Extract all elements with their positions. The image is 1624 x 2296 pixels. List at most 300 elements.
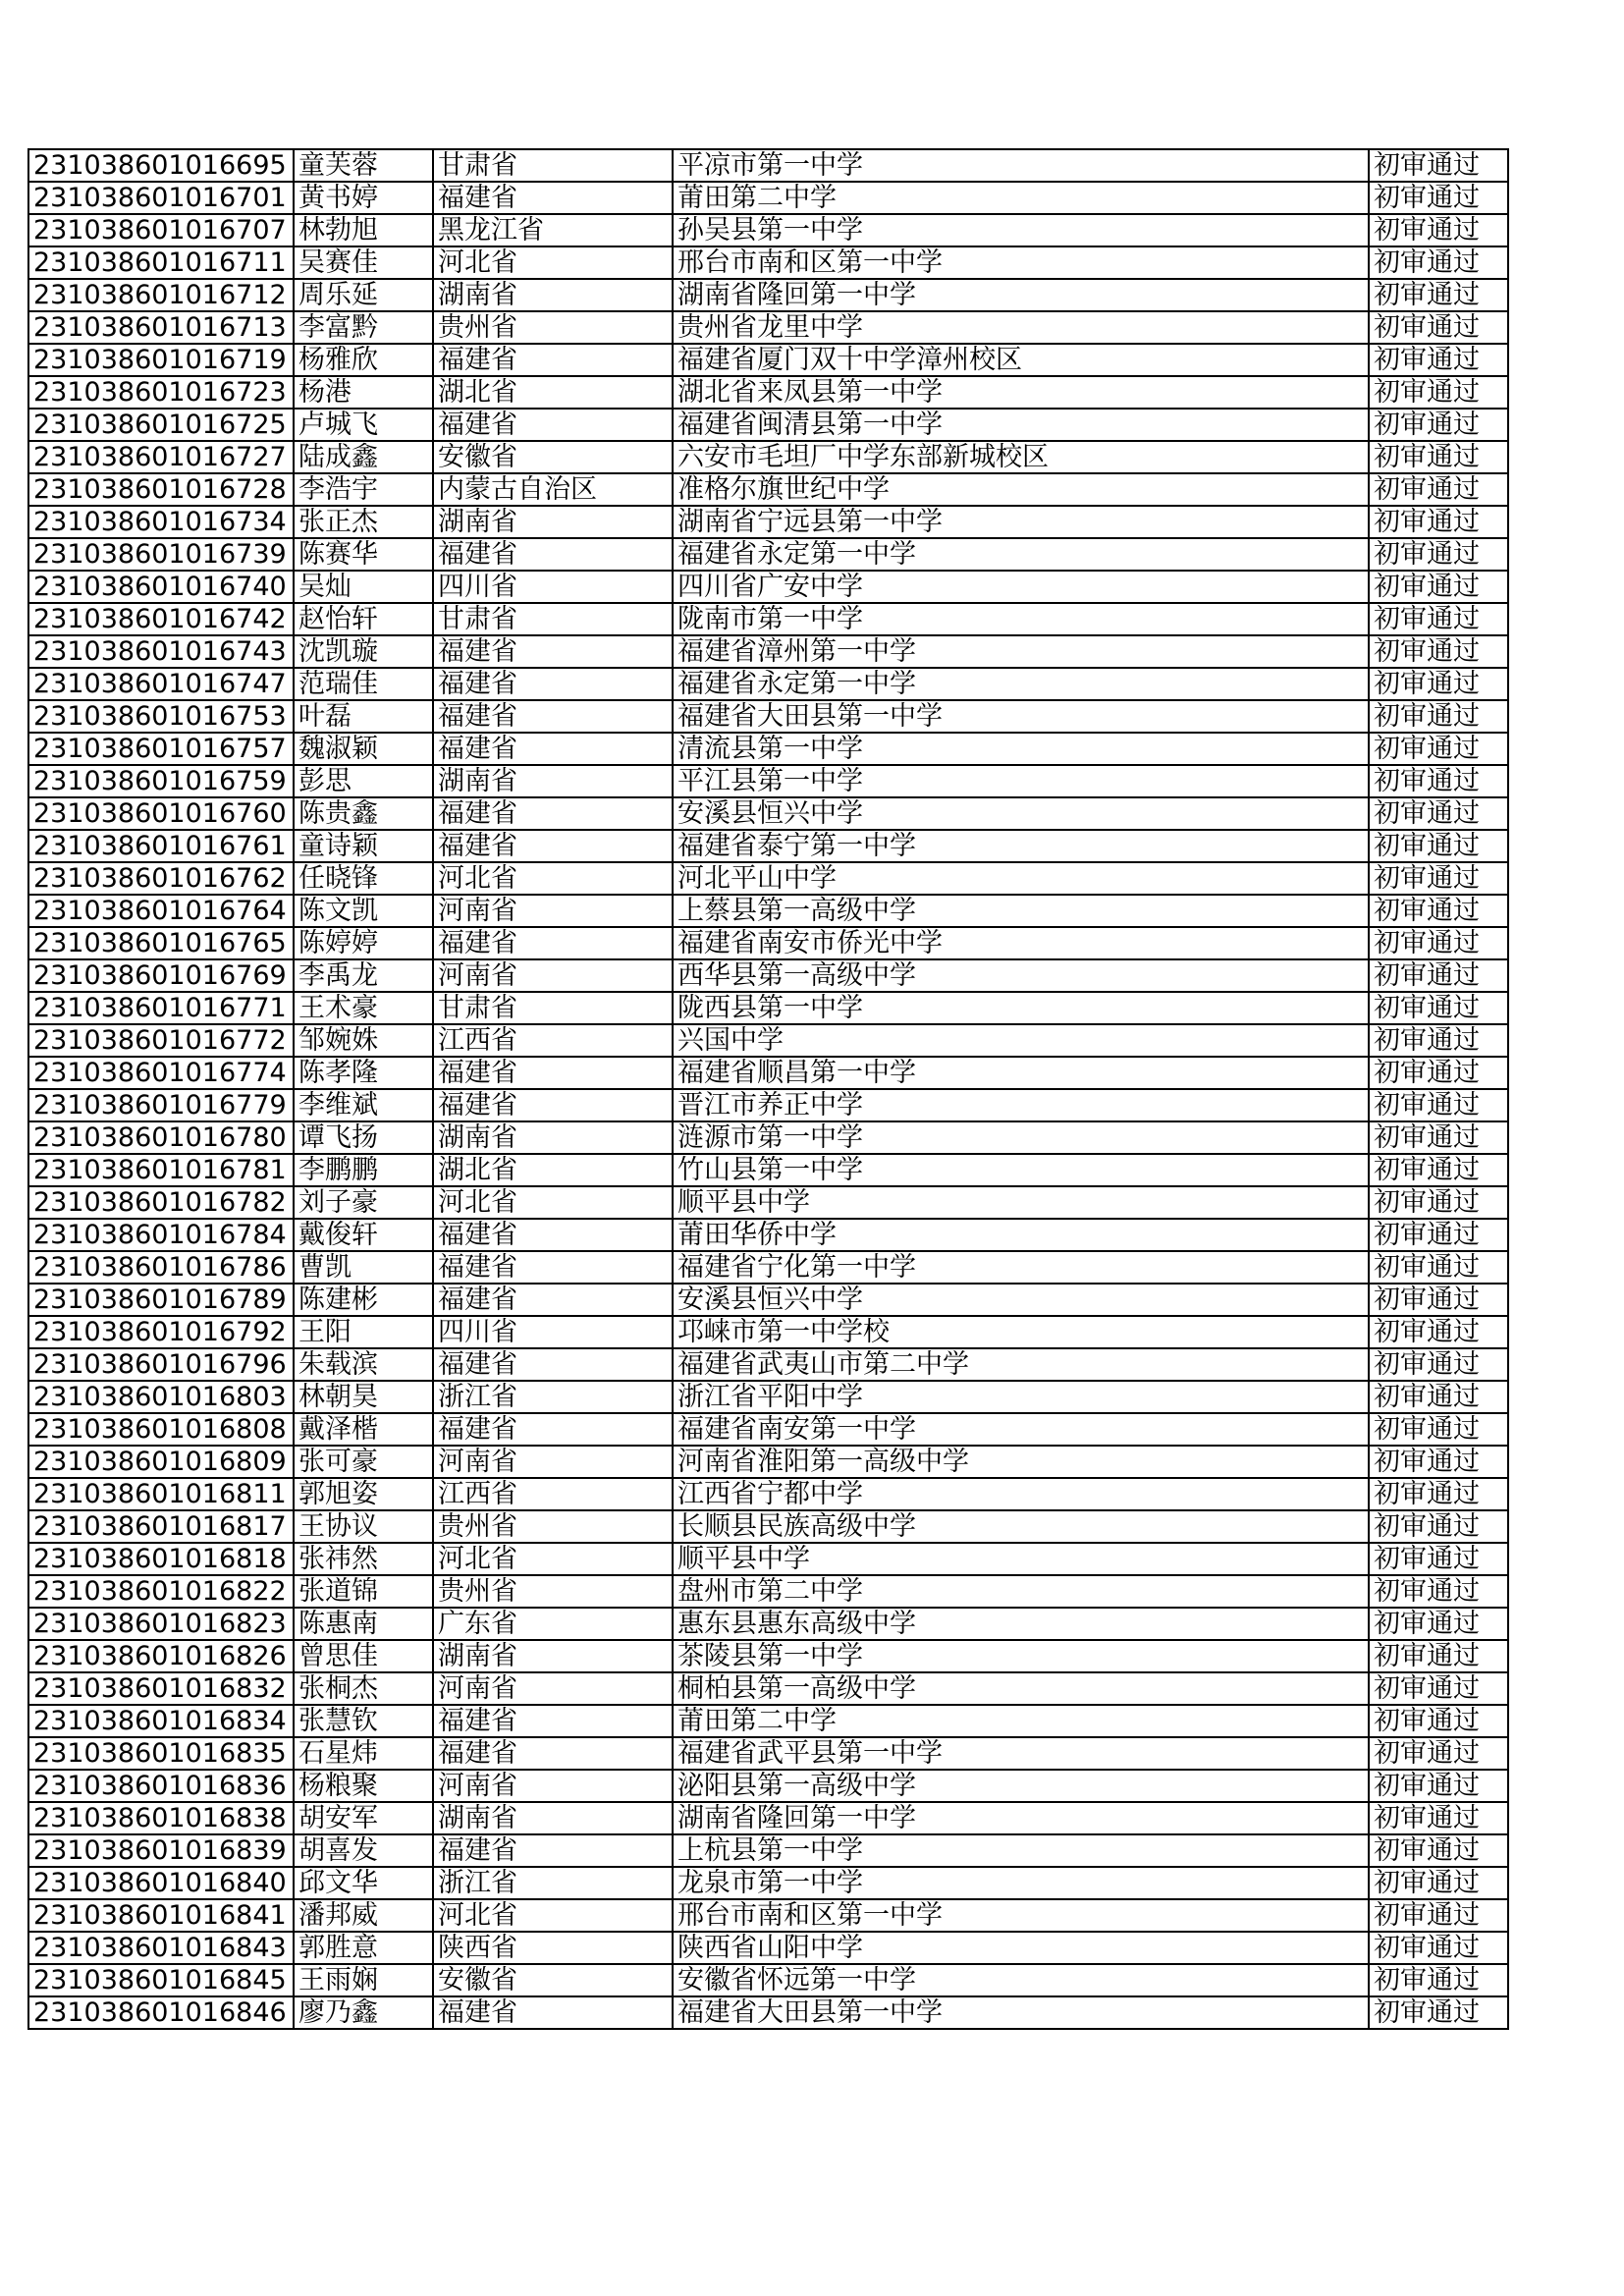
school-cell: 莆田第二中学: [673, 182, 1369, 214]
status-cell: 初审通过: [1369, 1543, 1508, 1575]
exam-id-cell: 231038601016781: [28, 1154, 294, 1186]
status-cell: 初审通过: [1369, 1705, 1508, 1737]
school-cell: 安溪县恒兴中学: [673, 797, 1369, 830]
province-cell: 湖南省: [433, 1640, 673, 1672]
school-cell: 六安市毛坦厂中学东部新城校区: [673, 441, 1369, 473]
name-cell: 张祎然: [294, 1543, 433, 1575]
table-row: [28, 797, 1508, 830]
status-cell: 初审通过: [1369, 1284, 1508, 1316]
name-cell: 杨粮聚: [294, 1770, 433, 1802]
status-cell: 初审通过: [1369, 1996, 1508, 2029]
school-cell: 福建省宁化第一中学: [673, 1251, 1369, 1284]
name-cell: 林朝昊: [294, 1381, 433, 1413]
province-cell: 贵州省: [433, 311, 673, 344]
name-cell: 周乐延: [294, 279, 433, 311]
applicant-table: [27, 148, 1509, 2030]
name-cell: 戴泽楷: [294, 1413, 433, 1446]
school-cell: 福建省永定第一中学: [673, 538, 1369, 571]
school-cell: 邢台市南和区第一中学: [673, 1899, 1369, 1932]
province-cell: 浙江省: [433, 1867, 673, 1899]
school-cell: 西华县第一高级中学: [673, 959, 1369, 992]
school-cell: 龙泉市第一中学: [673, 1867, 1369, 1899]
name-cell: 杨雅欣: [294, 344, 433, 376]
status-cell: 初审通过: [1369, 1640, 1508, 1672]
name-cell: 石星炜: [294, 1737, 433, 1770]
exam-id-cell: 231038601016739: [28, 538, 294, 571]
province-cell: 江西省: [433, 1478, 673, 1510]
school-cell: 准格尔旗世纪中学: [673, 473, 1369, 506]
exam-id-cell: 231038601016835: [28, 1737, 294, 1770]
status-cell: 初审通过: [1369, 571, 1508, 603]
province-cell: 广东省: [433, 1608, 673, 1640]
province-cell: 福建省: [433, 797, 673, 830]
status-cell: 初审通过: [1369, 311, 1508, 344]
table-row: [28, 571, 1508, 603]
exam-id-cell: 231038601016792: [28, 1316, 294, 1348]
name-cell: 张道锦: [294, 1575, 433, 1608]
table-row: [28, 700, 1508, 733]
school-cell: 泌阳县第一高级中学: [673, 1770, 1369, 1802]
exam-id-cell: 231038601016695: [28, 149, 294, 182]
province-cell: 河南省: [433, 1770, 673, 1802]
name-cell: 廖乃鑫: [294, 1996, 433, 2029]
exam-id-cell: 231038601016779: [28, 1089, 294, 1121]
province-cell: 湖北省: [433, 1154, 673, 1186]
name-cell: 郭旭姿: [294, 1478, 433, 1510]
school-cell: 上杭县第一中学: [673, 1834, 1369, 1867]
name-cell: 陈贵鑫: [294, 797, 433, 830]
school-cell: 陇西县第一中学: [673, 992, 1369, 1024]
exam-id-cell: 231038601016803: [28, 1381, 294, 1413]
name-cell: 林勃旭: [294, 214, 433, 246]
school-cell: 福建省武平县第一中学: [673, 1737, 1369, 1770]
province-cell: 四川省: [433, 571, 673, 603]
school-cell: 湖南省隆回第一中学: [673, 279, 1369, 311]
province-cell: 福建省: [433, 1996, 673, 2029]
name-cell: 刘子豪: [294, 1186, 433, 1219]
province-cell: 福建省: [433, 1057, 673, 1089]
table-row: [28, 1121, 1508, 1154]
table-row: [28, 1251, 1508, 1284]
table-row: [28, 311, 1508, 344]
status-cell: 初审通过: [1369, 603, 1508, 635]
status-cell: 初审通过: [1369, 830, 1508, 862]
name-cell: 曾思佳: [294, 1640, 433, 1672]
table-row: [28, 441, 1508, 473]
school-cell: 顺平县中学: [673, 1543, 1369, 1575]
table-row: [28, 1996, 1508, 2029]
table-row: [28, 1834, 1508, 1867]
name-cell: 陈赛华: [294, 538, 433, 571]
table-row: [28, 992, 1508, 1024]
exam-id-cell: 231038601016772: [28, 1024, 294, 1057]
school-cell: 陕西省山阳中学: [673, 1932, 1369, 1964]
exam-id-cell: 231038601016723: [28, 376, 294, 409]
status-cell: 初审通过: [1369, 992, 1508, 1024]
table-row: [28, 1543, 1508, 1575]
name-cell: 邱文华: [294, 1867, 433, 1899]
province-cell: 湖南省: [433, 765, 673, 797]
exam-id-cell: 231038601016725: [28, 409, 294, 441]
status-cell: 初审通过: [1369, 1381, 1508, 1413]
province-cell: 贵州省: [433, 1575, 673, 1608]
table-row: [28, 1446, 1508, 1478]
school-cell: 平江县第一中学: [673, 765, 1369, 797]
status-cell: 初审通过: [1369, 246, 1508, 279]
table-row: [28, 279, 1508, 311]
school-cell: 福建省漳州第一中学: [673, 635, 1369, 668]
status-cell: 初审通过: [1369, 1478, 1508, 1510]
school-cell: 福建省厦门双十中学漳州校区: [673, 344, 1369, 376]
table-row: [28, 1478, 1508, 1510]
province-cell: 河北省: [433, 1543, 673, 1575]
table-row: [28, 1219, 1508, 1251]
table-row: [28, 1867, 1508, 1899]
province-cell: 甘肃省: [433, 603, 673, 635]
exam-id-cell: 231038601016728: [28, 473, 294, 506]
exam-id-cell: 231038601016817: [28, 1510, 294, 1543]
province-cell: 河北省: [433, 1899, 673, 1932]
school-cell: 邢台市南和区第一中学: [673, 246, 1369, 279]
province-cell: 河北省: [433, 862, 673, 895]
status-cell: 初审通过: [1369, 214, 1508, 246]
status-cell: 初审通过: [1369, 1867, 1508, 1899]
table-row: [28, 1899, 1508, 1932]
table-row: [28, 1802, 1508, 1834]
table-row: [28, 376, 1508, 409]
name-cell: 任晓锋: [294, 862, 433, 895]
school-cell: 上蔡县第一高级中学: [673, 895, 1369, 927]
school-cell: 陇南市第一中学: [673, 603, 1369, 635]
table-row: [28, 1575, 1508, 1608]
name-cell: 赵怡轩: [294, 603, 433, 635]
province-cell: 四川省: [433, 1316, 673, 1348]
status-cell: 初审通过: [1369, 279, 1508, 311]
table-row: [28, 538, 1508, 571]
status-cell: 初审通过: [1369, 1413, 1508, 1446]
school-cell: 惠东县惠东高级中学: [673, 1608, 1369, 1640]
name-cell: 郭胜意: [294, 1932, 433, 1964]
exam-id-cell: 231038601016764: [28, 895, 294, 927]
name-cell: 童芙蓉: [294, 149, 433, 182]
table-row: [28, 927, 1508, 959]
school-cell: 福建省顺昌第一中学: [673, 1057, 1369, 1089]
status-cell: 初审通过: [1369, 538, 1508, 571]
name-cell: 胡安军: [294, 1802, 433, 1834]
status-cell: 初审通过: [1369, 1057, 1508, 1089]
exam-id-cell: 231038601016747: [28, 668, 294, 700]
name-cell: 范瑞佳: [294, 668, 433, 700]
table-row: [28, 182, 1508, 214]
school-cell: 河南省淮阳第一高级中学: [673, 1446, 1369, 1478]
table-row: [28, 1284, 1508, 1316]
name-cell: 张慧钦: [294, 1705, 433, 1737]
table-row: [28, 1510, 1508, 1543]
status-cell: 初审通过: [1369, 668, 1508, 700]
school-cell: 顺平县中学: [673, 1186, 1369, 1219]
province-cell: 福建省: [433, 1834, 673, 1867]
school-cell: 福建省闽清县第一中学: [673, 409, 1369, 441]
province-cell: 甘肃省: [433, 149, 673, 182]
status-cell: 初审通过: [1369, 376, 1508, 409]
table-row: [28, 862, 1508, 895]
exam-id-cell: 231038601016727: [28, 441, 294, 473]
status-cell: 初审通过: [1369, 441, 1508, 473]
province-cell: 内蒙古自治区: [433, 473, 673, 506]
name-cell: 陈孝隆: [294, 1057, 433, 1089]
exam-id-cell: 231038601016839: [28, 1834, 294, 1867]
province-cell: 福建省: [433, 830, 673, 862]
status-cell: 初审通过: [1369, 1348, 1508, 1381]
name-cell: 王术豪: [294, 992, 433, 1024]
school-cell: 湖南省宁远县第一中学: [673, 506, 1369, 538]
table-row: [28, 1640, 1508, 1672]
province-cell: 湖北省: [433, 376, 673, 409]
province-cell: 福建省: [433, 1251, 673, 1284]
table-row: [28, 1770, 1508, 1802]
exam-id-cell: 231038601016811: [28, 1478, 294, 1510]
exam-id-cell: 231038601016774: [28, 1057, 294, 1089]
exam-id-cell: 231038601016832: [28, 1672, 294, 1705]
name-cell: 李富黔: [294, 311, 433, 344]
name-cell: 陈文凯: [294, 895, 433, 927]
applicant-table-body: [28, 149, 1508, 2029]
table-row: [28, 1964, 1508, 1996]
province-cell: 河南省: [433, 959, 673, 992]
status-cell: 初审通过: [1369, 1964, 1508, 1996]
name-cell: 王阳: [294, 1316, 433, 1348]
table-row: [28, 1186, 1508, 1219]
name-cell: 吴赛佳: [294, 246, 433, 279]
exam-id-cell: 231038601016845: [28, 1964, 294, 1996]
status-cell: 初审通过: [1369, 149, 1508, 182]
exam-id-cell: 231038601016759: [28, 765, 294, 797]
province-cell: 湖南省: [433, 279, 673, 311]
status-cell: 初审通过: [1369, 1575, 1508, 1608]
name-cell: 潘邦威: [294, 1899, 433, 1932]
province-cell: 江西省: [433, 1024, 673, 1057]
province-cell: 河南省: [433, 1672, 673, 1705]
status-cell: 初审通过: [1369, 1089, 1508, 1121]
province-cell: 福建省: [433, 1089, 673, 1121]
exam-id-cell: 231038601016757: [28, 733, 294, 765]
exam-id-cell: 231038601016786: [28, 1251, 294, 1284]
name-cell: 王协议: [294, 1510, 433, 1543]
exam-id-cell: 231038601016823: [28, 1608, 294, 1640]
exam-id-cell: 231038601016846: [28, 1996, 294, 2029]
school-cell: 福建省南安第一中学: [673, 1413, 1369, 1446]
table-row: [28, 214, 1508, 246]
status-cell: 初审通过: [1369, 1932, 1508, 1964]
exam-id-cell: 231038601016712: [28, 279, 294, 311]
name-cell: 胡喜发: [294, 1834, 433, 1867]
status-cell: 初审通过: [1369, 1186, 1508, 1219]
school-cell: 清流县第一中学: [673, 733, 1369, 765]
school-cell: 贵州省龙里中学: [673, 311, 1369, 344]
status-cell: 初审通过: [1369, 1154, 1508, 1186]
table-row: [28, 895, 1508, 927]
province-cell: 黑龙江省: [433, 214, 673, 246]
province-cell: 贵州省: [433, 1510, 673, 1543]
name-cell: 叶磊: [294, 700, 433, 733]
table-row: [28, 246, 1508, 279]
exam-id-cell: 231038601016742: [28, 603, 294, 635]
province-cell: 福建省: [433, 668, 673, 700]
school-cell: 福建省永定第一中学: [673, 668, 1369, 700]
status-cell: 初审通过: [1369, 927, 1508, 959]
province-cell: 福建省: [433, 1413, 673, 1446]
exam-id-cell: 231038601016769: [28, 959, 294, 992]
school-cell: 湖北省来凤县第一中学: [673, 376, 1369, 409]
status-cell: 初审通过: [1369, 733, 1508, 765]
table-row: [28, 1737, 1508, 1770]
status-cell: 初审通过: [1369, 765, 1508, 797]
status-cell: 初审通过: [1369, 1770, 1508, 1802]
exam-id-cell: 231038601016784: [28, 1219, 294, 1251]
name-cell: 魏淑颖: [294, 733, 433, 765]
status-cell: 初审通过: [1369, 1737, 1508, 1770]
exam-id-cell: 231038601016836: [28, 1770, 294, 1802]
table-row: [28, 959, 1508, 992]
exam-id-cell: 231038601016841: [28, 1899, 294, 1932]
province-cell: 安徽省: [433, 1964, 673, 1996]
school-cell: 孙吴县第一中学: [673, 214, 1369, 246]
province-cell: 福建省: [433, 635, 673, 668]
status-cell: 初审通过: [1369, 344, 1508, 376]
name-cell: 陆成鑫: [294, 441, 433, 473]
province-cell: 河北省: [433, 246, 673, 279]
status-cell: 初审通过: [1369, 1446, 1508, 1478]
province-cell: 福建省: [433, 927, 673, 959]
exam-id-cell: 231038601016734: [28, 506, 294, 538]
table-row: [28, 1348, 1508, 1381]
name-cell: 王雨娴: [294, 1964, 433, 1996]
name-cell: 李维斌: [294, 1089, 433, 1121]
table-row: [28, 765, 1508, 797]
table-row: [28, 733, 1508, 765]
name-cell: 陈惠南: [294, 1608, 433, 1640]
table-row: [28, 506, 1508, 538]
table-row: [28, 603, 1508, 635]
school-cell: 盘州市第二中学: [673, 1575, 1369, 1608]
name-cell: 黄书婷: [294, 182, 433, 214]
exam-id-cell: 231038601016771: [28, 992, 294, 1024]
table-row: [28, 1381, 1508, 1413]
status-cell: 初审通过: [1369, 635, 1508, 668]
status-cell: 初审通过: [1369, 700, 1508, 733]
school-cell: 晋江市养正中学: [673, 1089, 1369, 1121]
exam-id-cell: 231038601016782: [28, 1186, 294, 1219]
exam-id-cell: 231038601016808: [28, 1413, 294, 1446]
province-cell: 福建省: [433, 1737, 673, 1770]
school-cell: 兴国中学: [673, 1024, 1369, 1057]
status-cell: 初审通过: [1369, 506, 1508, 538]
school-cell: 浙江省平阳中学: [673, 1381, 1369, 1413]
school-cell: 湖南省隆回第一中学: [673, 1802, 1369, 1834]
exam-id-cell: 231038601016765: [28, 927, 294, 959]
name-cell: 陈建彬: [294, 1284, 433, 1316]
name-cell: 杨港: [294, 376, 433, 409]
school-cell: 河北平山中学: [673, 862, 1369, 895]
school-cell: 涟源市第一中学: [673, 1121, 1369, 1154]
table-row: [28, 668, 1508, 700]
province-cell: 福建省: [433, 1219, 673, 1251]
school-cell: 福建省南安市侨光中学: [673, 927, 1369, 959]
province-cell: 湖南省: [433, 1121, 673, 1154]
table-row: [28, 1413, 1508, 1446]
table-row: [28, 1154, 1508, 1186]
exam-id-cell: 231038601016711: [28, 246, 294, 279]
province-cell: 湖南省: [433, 506, 673, 538]
exam-id-cell: 231038601016796: [28, 1348, 294, 1381]
status-cell: 初审通过: [1369, 959, 1508, 992]
name-cell: 谭飞扬: [294, 1121, 433, 1154]
school-cell: 桐柏县第一高级中学: [673, 1672, 1369, 1705]
province-cell: 浙江省: [433, 1381, 673, 1413]
school-cell: 竹山县第一中学: [673, 1154, 1369, 1186]
status-cell: 初审通过: [1369, 1316, 1508, 1348]
table-row: [28, 830, 1508, 862]
table-row: [28, 635, 1508, 668]
table-row: [28, 1705, 1508, 1737]
table-row: [28, 1672, 1508, 1705]
name-cell: 张正杰: [294, 506, 433, 538]
exam-id-cell: 231038601016843: [28, 1932, 294, 1964]
province-cell: 河北省: [433, 1186, 673, 1219]
province-cell: 福建省: [433, 1284, 673, 1316]
table-row: [28, 149, 1508, 182]
name-cell: 吴灿: [294, 571, 433, 603]
province-cell: 福建省: [433, 409, 673, 441]
status-cell: 初审通过: [1369, 1899, 1508, 1932]
exam-id-cell: 231038601016789: [28, 1284, 294, 1316]
school-cell: 福建省武夷山市第二中学: [673, 1348, 1369, 1381]
exam-id-cell: 231038601016753: [28, 700, 294, 733]
exam-id-cell: 231038601016809: [28, 1446, 294, 1478]
table-row: [28, 1089, 1508, 1121]
province-cell: 河南省: [433, 1446, 673, 1478]
name-cell: 李禹龙: [294, 959, 433, 992]
province-cell: 湖南省: [433, 1802, 673, 1834]
exam-id-cell: 231038601016707: [28, 214, 294, 246]
province-cell: 福建省: [433, 182, 673, 214]
school-cell: 平凉市第一中学: [673, 149, 1369, 182]
name-cell: 邹婉姝: [294, 1024, 433, 1057]
name-cell: 李浩宇: [294, 473, 433, 506]
name-cell: 张桐杰: [294, 1672, 433, 1705]
exam-id-cell: 231038601016840: [28, 1867, 294, 1899]
status-cell: 初审通过: [1369, 895, 1508, 927]
exam-id-cell: 231038601016760: [28, 797, 294, 830]
school-cell: 福建省大田县第一中学: [673, 700, 1369, 733]
table-row: [28, 1316, 1508, 1348]
status-cell: 初审通过: [1369, 1219, 1508, 1251]
name-cell: 沈凯璇: [294, 635, 433, 668]
table-row: [28, 409, 1508, 441]
status-cell: 初审通过: [1369, 182, 1508, 214]
school-cell: 福建省泰宁第一中学: [673, 830, 1369, 862]
status-cell: 初审通过: [1369, 1251, 1508, 1284]
status-cell: 初审通过: [1369, 1672, 1508, 1705]
exam-id-cell: 231038601016743: [28, 635, 294, 668]
table-row: [28, 1932, 1508, 1964]
name-cell: 曹凯: [294, 1251, 433, 1284]
exam-id-cell: 231038601016719: [28, 344, 294, 376]
table-row: [28, 344, 1508, 376]
exam-id-cell: 231038601016818: [28, 1543, 294, 1575]
province-cell: 福建省: [433, 1348, 673, 1381]
province-cell: 福建省: [433, 733, 673, 765]
